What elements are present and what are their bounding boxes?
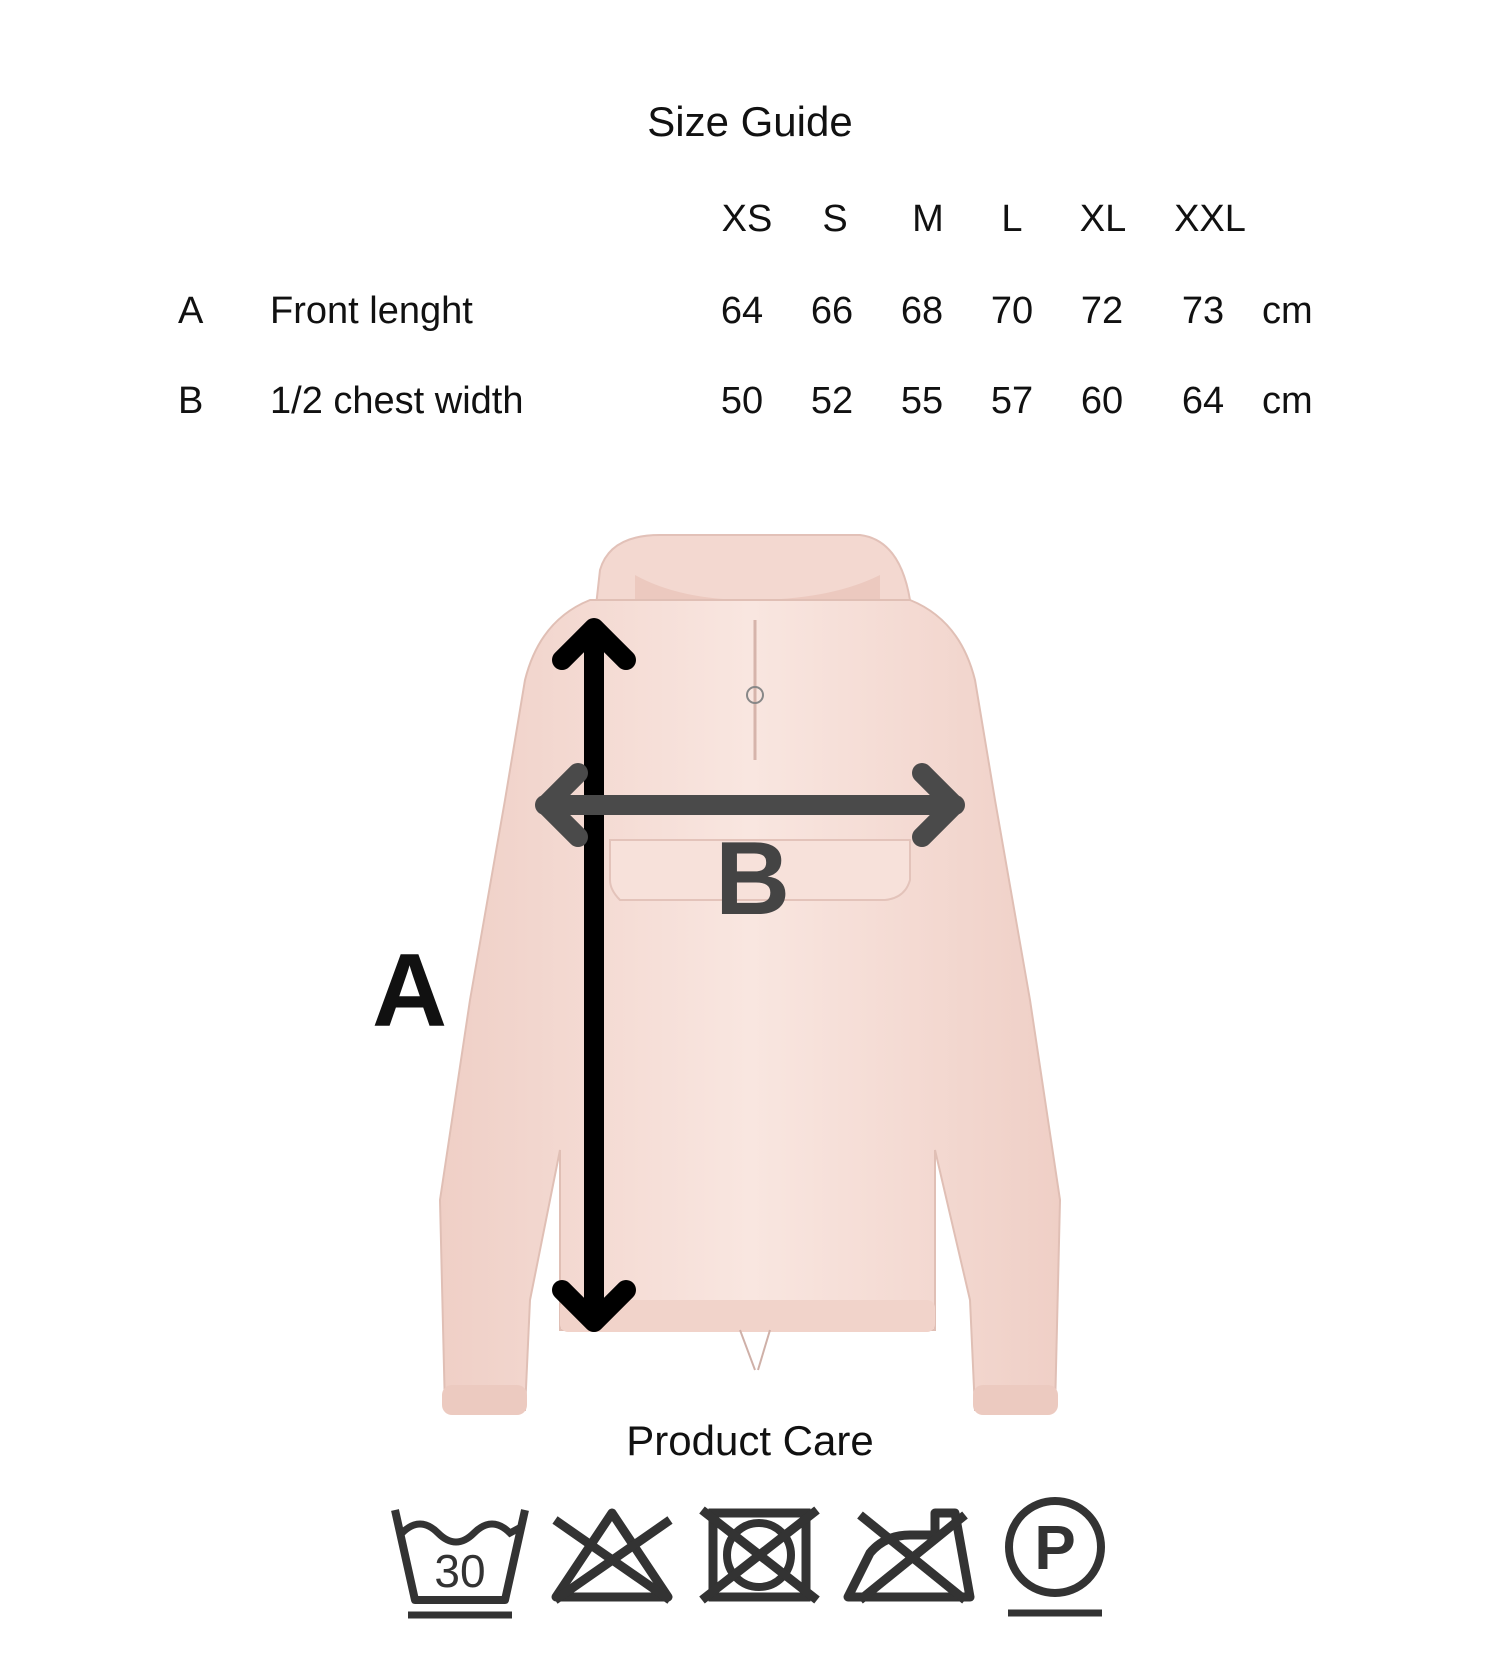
measure-label-b: B bbox=[715, 821, 791, 937]
dry-clean-letter: P bbox=[1034, 1514, 1076, 1583]
table-cell: 72 bbox=[1080, 290, 1124, 332]
table-cell: 66 bbox=[810, 290, 854, 332]
table-cell: 57 bbox=[990, 380, 1034, 422]
dry-clean-p-icon bbox=[1000, 1495, 1110, 1620]
table-cell: 68 bbox=[900, 290, 944, 332]
row-code-a: A bbox=[178, 290, 204, 332]
do-not-tumble-dry-icon bbox=[697, 1505, 822, 1605]
do-not-iron-icon bbox=[840, 1505, 980, 1605]
table-cell: 50 bbox=[720, 380, 764, 422]
table-cell: 73 bbox=[1181, 290, 1225, 332]
do-not-bleach-icon bbox=[550, 1505, 675, 1605]
size-header-m: M bbox=[912, 198, 944, 240]
row-label-chest-width: 1/2 chest width bbox=[270, 380, 524, 422]
wash-temperature: 30 bbox=[434, 1545, 486, 1597]
product-care-title: Product Care bbox=[626, 1417, 874, 1464]
size-guide-title: Size Guide bbox=[647, 98, 853, 145]
size-header-l: L bbox=[1001, 198, 1023, 240]
table-cell: 64 bbox=[1181, 380, 1225, 422]
row-label-front-length: Front lenght bbox=[270, 290, 473, 332]
table-cell: 55 bbox=[900, 380, 944, 422]
unit-label: cm bbox=[1262, 290, 1313, 332]
size-header-xl: XL bbox=[1079, 198, 1127, 240]
size-header-xs: XS bbox=[721, 198, 773, 240]
table-cell: 70 bbox=[990, 290, 1034, 332]
table-cell: 60 bbox=[1080, 380, 1124, 422]
row-code-b: B bbox=[178, 380, 204, 422]
table-cell: 52 bbox=[810, 380, 854, 422]
table-cell: 64 bbox=[720, 290, 764, 332]
wash-30-icon bbox=[390, 1505, 530, 1620]
size-header-xxl: XXL bbox=[1174, 198, 1246, 240]
size-header-s: S bbox=[822, 198, 848, 240]
measure-label-a: A bbox=[372, 933, 448, 1049]
unit-label: cm bbox=[1262, 380, 1313, 422]
